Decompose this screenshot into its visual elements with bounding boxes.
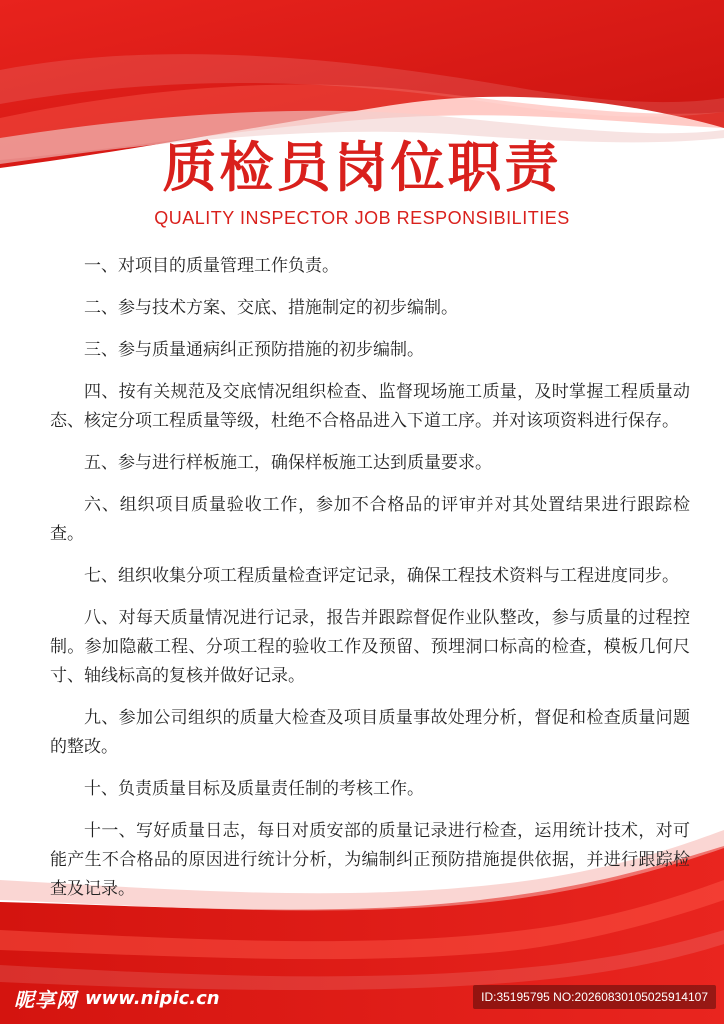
list-item: 三、参与质量通病纠正预防措施的初步编制。 [84,340,424,360]
page-subtitle: QUALITY INSPECTOR JOB RESPONSIBILITIES [154,208,570,228]
list-item: 十、负责质量目标及质量责任制的考核工作。 [84,779,424,799]
list-item: 七、组织收集分项工程质量检查评定记录，确保工程技术资料与工程进度同步。 [84,566,679,586]
list-item: 九、参加公司组织的质量大检查及项目质量事故处理分析，督促和检查质量问题的整改。 [50,708,690,757]
watermark-site-name: 昵享网 [14,987,77,1012]
responsibility-list [50,252,690,917]
list-item: 五、参与进行样板施工，确保样板施工达到质量要求。 [84,453,492,473]
page-title: 质检员岗位职责 [162,136,562,199]
watermark-id-badge [473,985,716,1009]
watermark-logo [14,984,220,1012]
list-item: 十一、写好质量日志，每日对质安部的质量记录进行检查，运用统计技术，对可能产生不合格品的原因进行统计分析，为编制纠正预防措施提供依据，并进行跟踪检查及记录。 [50,821,690,899]
list-item: 一、对项目的质量管理工作负责。 [84,256,339,276]
watermark-id-text: ID:35195795 NO:20260830105025914107 [481,990,708,1004]
list-item: 八、对每天质量情况进行记录，报告并跟踪督促作业队整改，参与质量的过程控制。参加隐蔽工程、分项工程的验收工作及预留、预埋洞口标高的检查，模板几何尺寸、轴线标高的复核并做好记录。 [50,608,690,686]
list-item: 二、参与技术方案、交底、措施制定的初步编制。 [84,298,458,318]
list-item: 四、按有关规范及交底情况组织检查、监督现场施工质量，及时掌握工程质量动态、核定分项工程质量等级，杜绝不合格品进入下道工序。并对该项资料进行保存。 [50,382,690,431]
list-item: 六、组织项目质量验收工作，参加不合格品的评审并对其处置结果进行跟踪检查。 [50,495,690,544]
watermark-url: www.nipic.cn [85,987,220,1009]
